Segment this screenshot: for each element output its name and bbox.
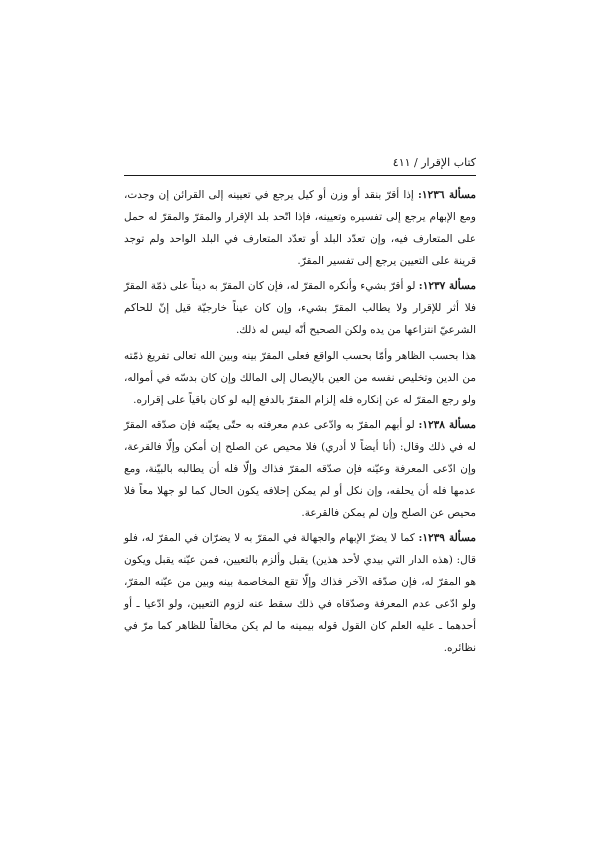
- issue-label: مسألة ١٢٣٧:: [418, 280, 476, 292]
- paragraph-text: لو أقرّ بشيء وأنكره المقرّ له، فإن كان المقرّ به ديناً على ذمّة المقرّ فلا أثر للإقرار ولا يطالب المقرّ بشيء، وإن كان عيناً خارجيّة قيل إنّ للحاكم الشرعيّ انتزاعها من يده ولكن الصحيح أنّه ليس له ذلك.: [124, 280, 476, 336]
- paragraph: [124, 275, 476, 341]
- paragraph: [124, 345, 476, 411]
- header-rule: [124, 175, 476, 176]
- paragraph: [124, 184, 476, 272]
- paragraph-text: هذا بحسب الظاهر وأمّا بحسب الواقع فعلى المقرّ بينه وبين الله تعالى تفريغ ذمّته من الدين وتخليص نفسه من العين بالإيصال إلى المالك وإن كان بدسّه في أمواله، ولو رجع المقرّ له عن إنكاره فله إلزام المقرّ بالدفع إليه لو كان باقياً على إقراره.: [124, 350, 476, 406]
- paragraph: [124, 527, 476, 659]
- issue-label: مسألة ١٢٣٦:: [418, 189, 476, 201]
- paragraph-text: لو أبهم المقرّ به وادّعى عدم معرفته به حتّى يعيّنه فإن صدّقه المقرّ له في ذلك وقال: (أنا أيضاً لا أدري) فلا محيص عن الصلح إن أمكن وإلّا فالقرعة، وإن ادّعى المعرفة وعيّنه فإن صدّقه المقرّ فذاك وإلّا فله أن يطالبه بالبيّنة، ومع عدمها فله أن يحلفه، وإن نكل أو لم يمكن إحلافه يكون الحال كما لو جهلا معاً فلا محيص عن الصلح وإن لم يمكن فالقرعة.: [124, 419, 476, 519]
- paragraph: [124, 414, 476, 524]
- running-header: كتاب الإقرار / ٤١١: [392, 156, 476, 169]
- issue-label: مسألة ١٢٣٨:: [418, 419, 476, 431]
- issue-label: مسألة ١٢٣٩:: [418, 532, 476, 544]
- paragraph-text: إذا أقرّ بنقد أو وزن أو كيل يرجع في تعيينه إلى القرائن إن وجدت، ومع الإبهام يرجع إلى تفسيره وتعيينه، فإذا اتّحد بلد الإقرار والمقرّ والمقرّ له حمل على المتعارف فيه، وإن تعدّد البلد أو تعدّد المتعارف في البلد الواحد ولم توجد قرينة على التعيين يرجع إلى تفسير المقرّ.: [124, 189, 476, 267]
- page-body: [124, 184, 476, 662]
- paragraph-text: كما لا يضرّ الإبهام والجهالة في المقرّ به لا يضرّان في المقرّ له، فلو قال: (هذه الدار التي بيدي لأحد هذين) يقبل وألزم بالتعيين، فمن عيّنه يقبل ويكون هو المقرّ له، فإن صدّقه الآخر فذاك وإلّا تقع المخاصمة بينه وبين من عيّنه المقرّ، ولو ادّعى عدم المعرفة وصدّقاه في ذلك سقط عنه لزوم التعيين، ولو ادّعيا ـ أو أحدهما ـ عليه العلم كان القول قوله بيمينه ما لم يكن مخالفاً للظاهر كما مرّ في نظائره.: [124, 532, 476, 654]
